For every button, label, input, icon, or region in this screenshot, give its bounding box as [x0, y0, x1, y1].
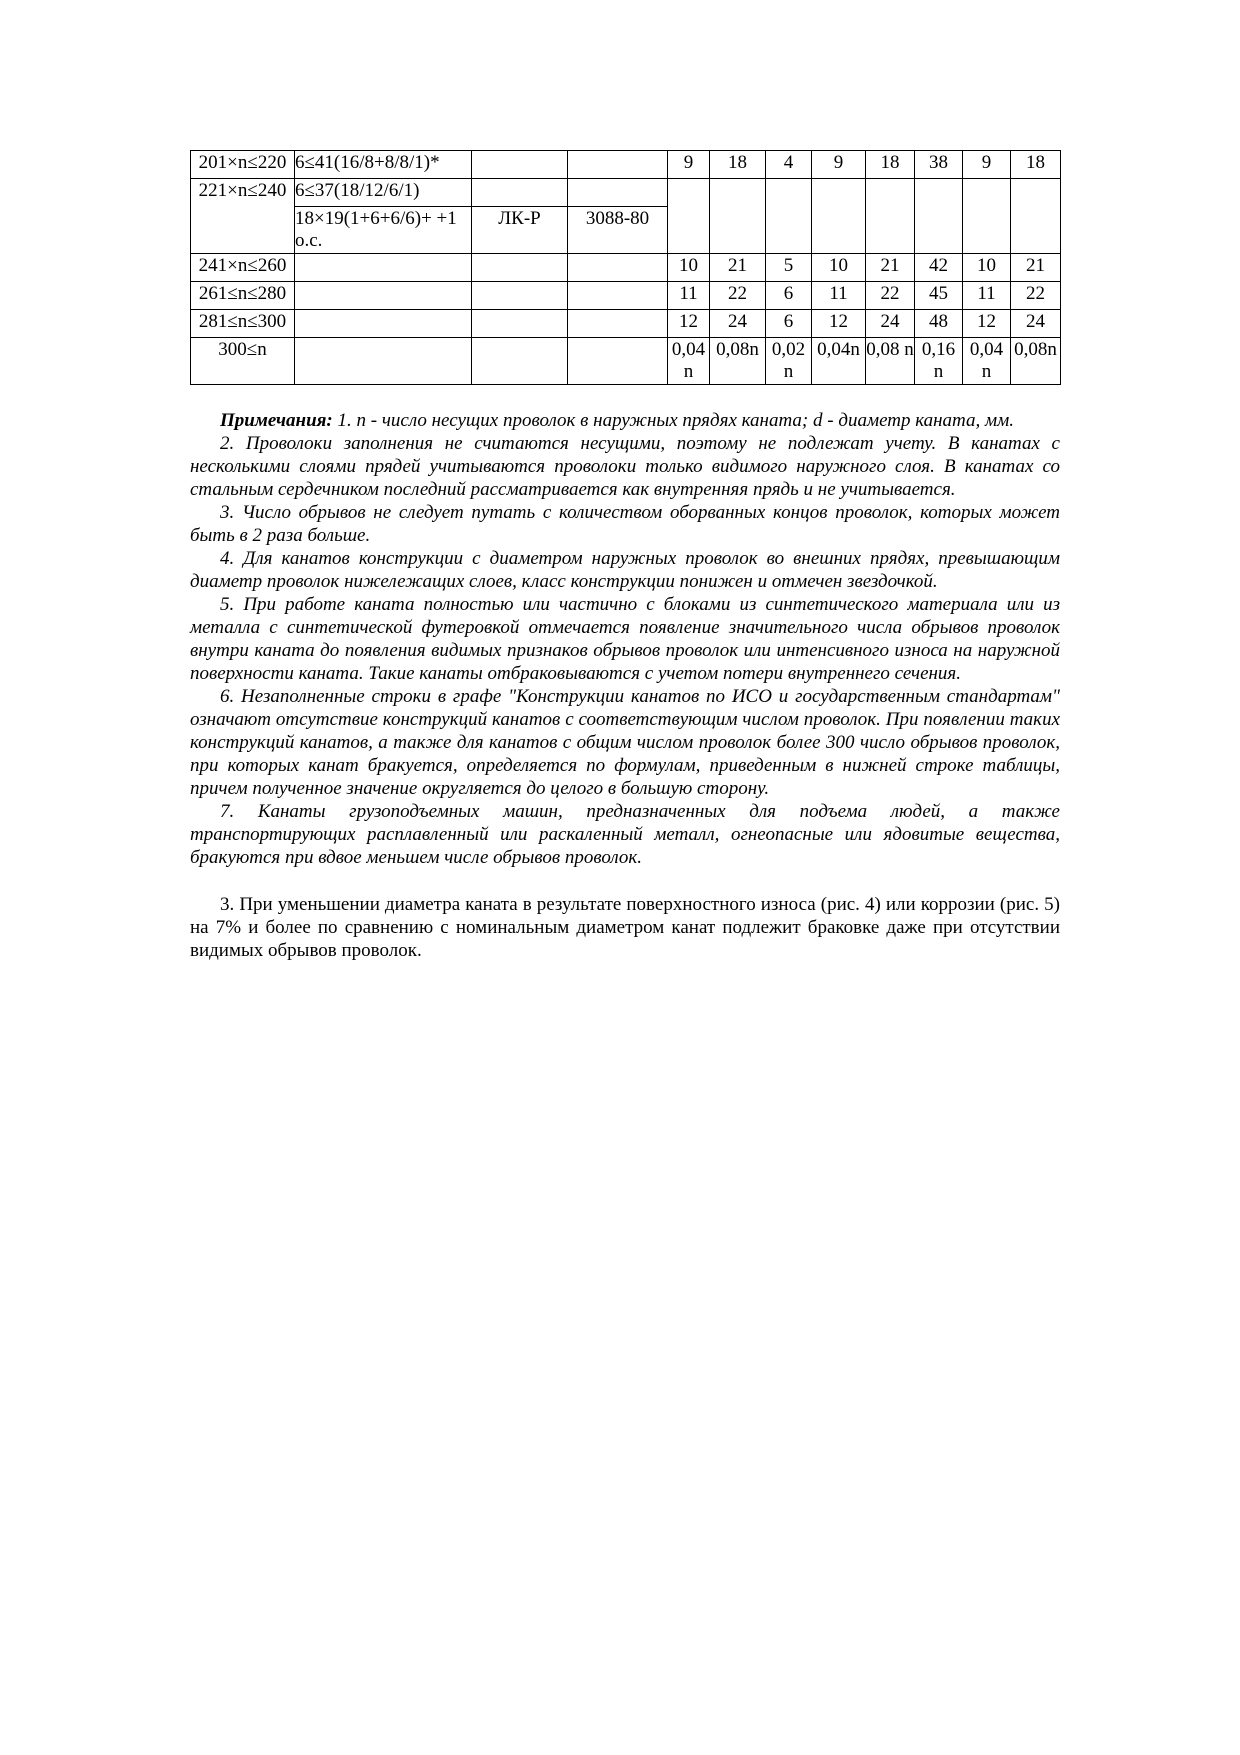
table-cell: 0,02 n — [766, 338, 812, 385]
table-cell: 18 — [710, 151, 766, 179]
table-cell — [472, 179, 568, 207]
table-cell: 48 — [915, 310, 963, 338]
table-cell: 9 — [812, 151, 866, 179]
table-cell: 6≤37(18/12/6/1) — [295, 179, 472, 207]
table-cell: 24 — [1011, 310, 1061, 338]
table-cell: 24 — [866, 310, 915, 338]
table-cell: 6 — [766, 282, 812, 310]
table-cell — [568, 282, 668, 310]
table-cell: 241×n≤260 — [191, 254, 295, 282]
table-cell: 9 — [668, 151, 710, 179]
table-cell — [568, 310, 668, 338]
table-cell: 0,04n — [812, 338, 866, 385]
table-cell: 3088-80 — [568, 207, 668, 254]
table-cell: 21 — [1011, 254, 1061, 282]
table-cell — [710, 179, 766, 254]
table-cell — [1011, 179, 1061, 254]
table-cell: 9 — [963, 151, 1011, 179]
table-cell — [472, 254, 568, 282]
table-cell: 201×n≤220 — [191, 151, 295, 179]
table-cell: 45 — [915, 282, 963, 310]
table-cell: 21 — [710, 254, 766, 282]
table-cell: 12 — [668, 310, 710, 338]
table-cell — [295, 254, 472, 282]
table-cell: 18×19(1+6+6/6)+ +1о.с. — [295, 207, 472, 254]
table-cell: 11 — [963, 282, 1011, 310]
table-cell: 261≤n≤280 — [191, 282, 295, 310]
table-cell: 10 — [812, 254, 866, 282]
table-cell — [472, 310, 568, 338]
table-cell — [866, 179, 915, 254]
table-cell — [472, 338, 568, 385]
note-6: 6. Незаполненные строки в графе "Конструкции канатов по ИСО и государственным стандартам" означают отсутствие конструкций канатов с соответствующим числом проволок. При появлении таких конструкций канатов, а также для канатов с общим числом проволок более 300 число обрывов проволок, при которых канат бракуется, определяется по формулам, приведенным в нижней строке таблицы, причем полученное значение округляется до целого в большую сторону. — [190, 686, 1060, 799]
table-cell: 0,08n — [1011, 338, 1061, 385]
table-cell: 10 — [668, 254, 710, 282]
table-cell: 12 — [963, 310, 1011, 338]
document-page — [190, 150, 1060, 981]
table-notes — [190, 409, 1060, 869]
table-cell: 6 — [766, 310, 812, 338]
table-cell: 4 — [766, 151, 812, 179]
table-cell — [668, 179, 710, 254]
table-cell — [568, 254, 668, 282]
note-text: 1. n - число несущих проволок в наружных прядях каната; d - диаметр каната, мм. — [337, 410, 1015, 431]
table-cell: 24 — [710, 310, 766, 338]
table-cell: 12 — [812, 310, 866, 338]
table-cell: 221×n≤240 — [191, 179, 295, 254]
table-cell: 0,04 n — [963, 338, 1011, 385]
table-cell: 22 — [710, 282, 766, 310]
table-cell: 11 — [812, 282, 866, 310]
table-cell — [295, 310, 472, 338]
note-3: 3. Число обрывов не следует путать с количеством оборванных концов проволок, которых может быть в 2 раза больше. — [190, 502, 1060, 546]
table-row — [191, 338, 1061, 385]
table-cell: 300≤n — [191, 338, 295, 385]
table-cell: 22 — [866, 282, 915, 310]
table-cell: 281≤n≤300 — [191, 310, 295, 338]
table-cell: 38 — [915, 151, 963, 179]
note-7: 7. Канаты грузоподъемных машин, предназначенных для подъема людей, а также транспортирующих расплавленный или раскаленный металл, огнеопасные или ядовитые вещества, бракуются при вдвое меньшем числе обрывов проволок. — [190, 801, 1060, 868]
note-4: 4. Для канатов конструкции с диаметром наружных проволок во внешних прядях, превышающим диаметр проволок нижележащих слоев, класс конструкции понижен и отмечен звездочкой. — [190, 548, 1060, 592]
table-cell: 0,04 n — [668, 338, 710, 385]
table-cell: 42 — [915, 254, 963, 282]
table-cell: 18 — [1011, 151, 1061, 179]
table-cell: 0,16 n — [915, 338, 963, 385]
note-2: 2. Проволоки заполнения не считаются несущими, поэтому не подлежат учету. В канатах с несколькими слоями прядей учитываются проволоки только видимого наружного слоя. В канатах со стальным сердечником последний рассматривается как внутренняя прядь и не учитывается. — [190, 433, 1060, 500]
table-cell: 0,08n — [710, 338, 766, 385]
table-cell — [963, 179, 1011, 254]
table-row — [191, 310, 1061, 338]
table-row — [191, 282, 1061, 310]
table-row — [191, 151, 1061, 179]
table-cell — [472, 282, 568, 310]
table-row — [191, 179, 1061, 207]
table-cell — [568, 338, 668, 385]
table-cell: 5 — [766, 254, 812, 282]
table-cell: 11 — [668, 282, 710, 310]
table-cell: ЛК-Р — [472, 207, 568, 254]
table-cell: 22 — [1011, 282, 1061, 310]
paragraph-3: 3. При уменьшении диаметра каната в результате поверхностного износа (рис. 4) или коррозии (рис. 5) на 7% и более по сравнению с номинальным диаметром канат подлежит браковке даже при отсутствии видимых обрывов проволок. — [190, 894, 1060, 961]
table-cell: 6≤41(16/8+8/8/1)* — [295, 151, 472, 179]
table-cell: 18 — [866, 151, 915, 179]
note-1 — [190, 409, 1060, 432]
table-cell: 0,08 n — [866, 338, 915, 385]
note-5: 5. При работе каната полностью или частично с блоками из синтетического материала или из металла с синтетической футеровкой отмечается появление значительного числа обрывов проволок внутри каната до появления видимых признаков обрывов проволок или интенсивного износа на наружной поверхности каната. Такие канаты отбраковываются с учетом потери внутреннего сечения. — [190, 594, 1060, 684]
notes-heading: Примечания: — [220, 410, 333, 431]
table-cell: 21 — [866, 254, 915, 282]
rope-rejection-table — [190, 150, 1061, 385]
table-cell — [295, 282, 472, 310]
table-cell — [568, 179, 668, 207]
table-cell — [766, 179, 812, 254]
table-cell — [568, 151, 668, 179]
table-cell — [915, 179, 963, 254]
table-cell — [472, 151, 568, 179]
table-cell — [812, 179, 866, 254]
table-cell — [295, 338, 472, 385]
table-row — [191, 254, 1061, 282]
table-cell: 10 — [963, 254, 1011, 282]
